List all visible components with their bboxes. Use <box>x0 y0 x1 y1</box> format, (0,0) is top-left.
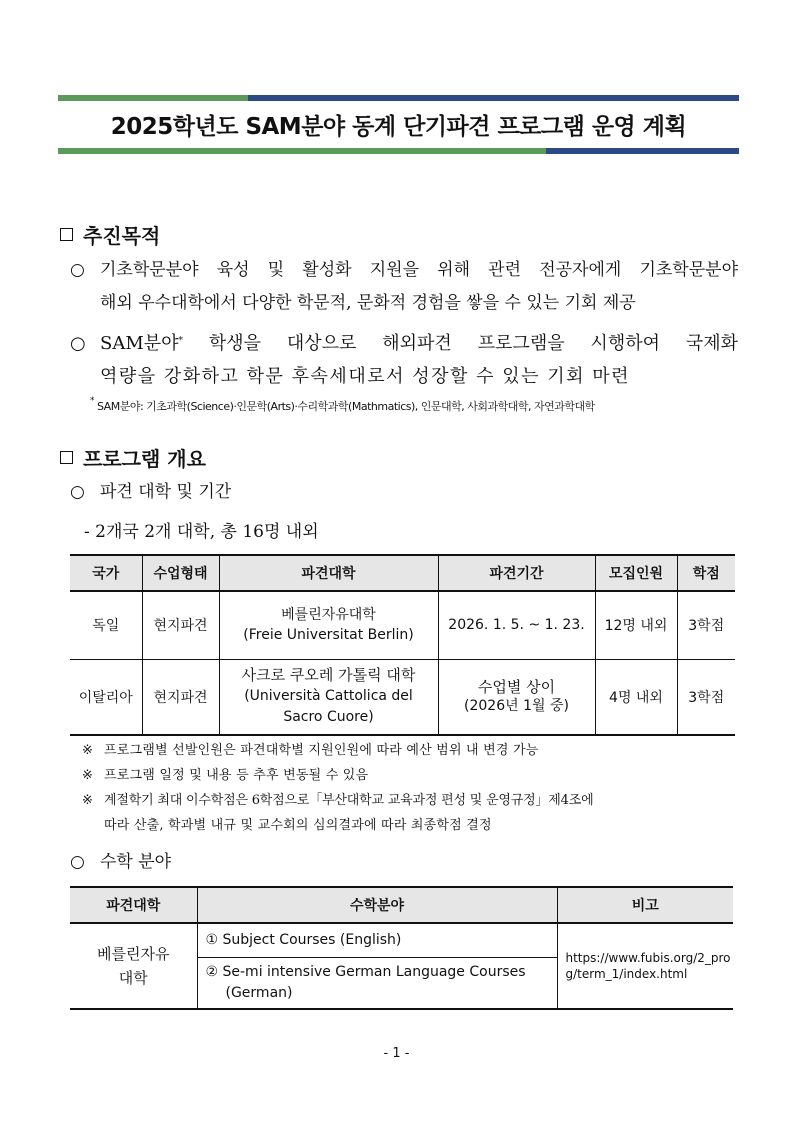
table-header-row <box>70 887 733 923</box>
note-item: ※ 프로그램 일정 및 내용 등 추후 변동될 수 있음 <box>82 763 737 788</box>
header-credit: 학점 <box>677 555 735 591</box>
overview-sub-study: ○ 수학 분야 <box>70 846 738 879</box>
header-type: 수업형태 <box>142 555 219 591</box>
dispatch-table <box>70 554 735 736</box>
checkbox-square-icon <box>60 451 73 464</box>
note-item: ※ 계절학기 최대 이수학점은 6학점으로「부산대학교 교육과정 편성 및 운영규정」제4조에 <box>82 788 737 813</box>
header-quota: 모집인원 <box>595 555 677 591</box>
section-heading-overview: 프로그램 개요 <box>60 443 206 472</box>
header-country: 국가 <box>70 555 142 591</box>
table-header-row <box>70 555 735 591</box>
header-remarks: 비고 <box>557 887 733 923</box>
title-bottom-bar <box>58 148 739 154</box>
header-period: 파견기간 <box>438 555 595 591</box>
header-study-field: 수학분야 <box>197 887 557 923</box>
purpose-bullet-2: ○ SAM분야* 학생을 대상으로 해외파견 프로그램을 시행하여 국제화 역량을 강화하고 학문 후속세대로서 성장할 수 있는 기회 마련 <box>70 327 738 393</box>
checkbox-square-icon <box>60 228 73 241</box>
notes-list <box>82 738 737 838</box>
reference-mark-icon: ※ <box>82 743 94 758</box>
note-item-continued: 따라 산출, 학과별 내규 및 교수회의 심의결과에 따라 최종학점 결정 <box>104 818 492 833</box>
reference-mark-icon: ※ <box>82 768 94 783</box>
table-row: ② Se-mi intensive German Language Courses (German) <box>70 957 733 1009</box>
header-university: 파견대학 <box>70 887 197 923</box>
circle-bullet-icon: ○ <box>70 482 85 502</box>
table-row: 이탈리아 현지파견 사크로 쿠오레 가톨릭 대학 (Università Cattolica del Sacro Cuore) 수업별 상이 (2026년 1월 중) 4명 내외 3학점 <box>70 659 735 735</box>
circle-bullet-icon: ○ <box>70 852 85 872</box>
dispatch-summary: - 2개국 2개 대학, 총 16명 내외 <box>84 522 319 542</box>
circle-bullet-icon: ○ <box>70 260 85 280</box>
document-title: 2025학년도 SAM분야 동계 단기파견 프로그램 운영 계획 <box>110 114 687 140</box>
sam-footnote: * SAM분야: 기초과학(Science)·인문학(Arts)·수리학과학(Mathmatics), 인문대학, 사회과학대학, 자연과학대학 <box>90 396 595 413</box>
purpose-bullet-1: ○ 기초학문분야 육성 및 활성화 지원을 위해 관련 전공자에게 기초학문분야 해외 우수대학에서 다양한 학문적, 문화적 경험을 쌓을 수 있는 기회 제공 <box>70 254 738 320</box>
note-item: ※ 프로그램별 선발인원은 파견대학별 지원인원에 따라 예산 범위 내 변경 가능 <box>82 738 737 763</box>
table-row: 베를린자유 대학 ① Subject Courses (English) https://www.fubis.org/2_pro g/term_1/index.html <box>70 923 733 957</box>
header-university: 파견대학 <box>219 555 438 591</box>
table-row: 독일 현지파견 베를린자유대학 (Freie Universitat Berlin) 2026. 1. 5. ~ 1. 23. 12명 내외 3학점 <box>70 591 735 659</box>
section-heading-purpose: 추진목적 <box>60 220 160 249</box>
page-number: - 1 - <box>383 1046 410 1061</box>
title-banner <box>58 95 739 155</box>
fubis-link[interactable]: https://www.fubis.org/2_pro g/term_1/index.html <box>557 923 733 1009</box>
circle-bullet-icon: ○ <box>70 333 86 354</box>
overview-sub-dispatch: ○ 파견 대학 및 기간 <box>70 476 738 509</box>
study-field-table <box>70 886 733 1010</box>
reference-mark-icon: ※ <box>82 793 94 808</box>
